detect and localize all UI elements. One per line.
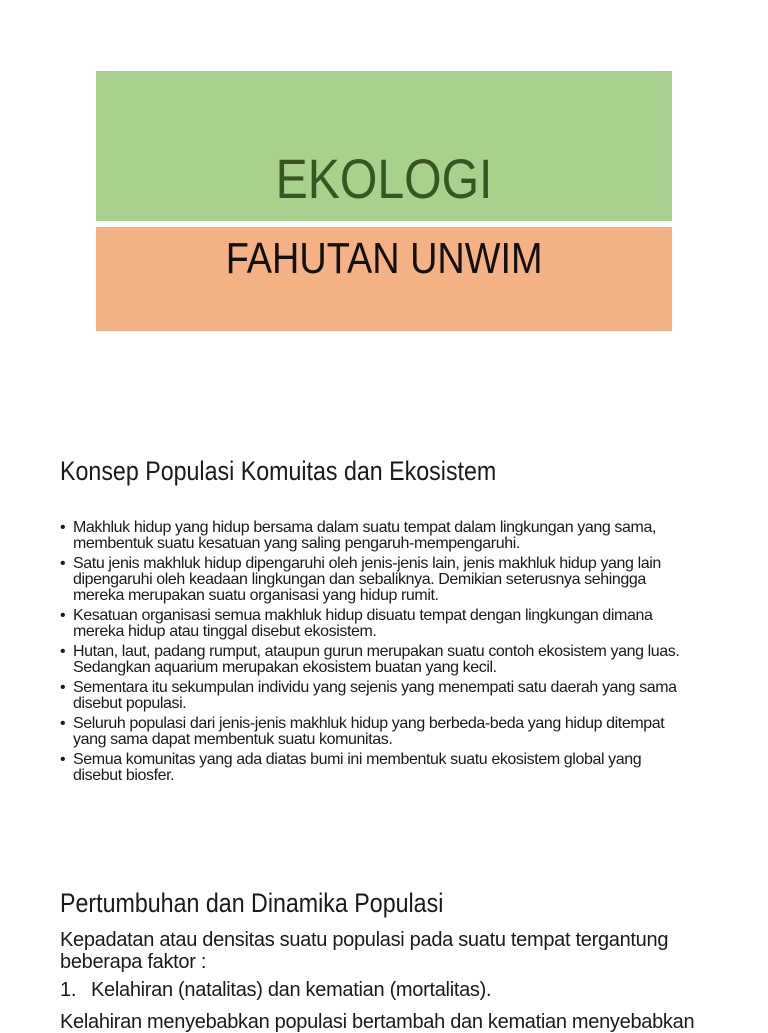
bullet-icon: • bbox=[60, 519, 66, 536]
bullet-text: Hutan, laut, padang rumput, ataupun gurun merupakan suatu contoh ekosistem yang luas. Sedangkan aquarium merupakan ekosistem buatan yang kecil. bbox=[73, 643, 680, 676]
bullet-icon: • bbox=[60, 715, 66, 732]
title-slide bbox=[0, 0, 768, 400]
list-item bbox=[60, 608, 720, 640]
bullet-text: Makhluk hidup yang hidup bersama dalam suatu tempat dalam lingkungan yang sama, membentuk suatu kesatuan yang saling pengaruh-mempengaruhi. bbox=[73, 519, 656, 552]
item-text: Kelahiran (natalitas) dan kematian (mortalitas). bbox=[91, 979, 492, 1001]
bullet-list bbox=[60, 520, 720, 788]
numbered-item bbox=[60, 979, 491, 1001]
section-heading: Pertumbuhan dan Dinamika Populasi bbox=[60, 888, 444, 918]
list-item bbox=[60, 520, 720, 552]
list-item bbox=[60, 716, 720, 748]
bullet-text: Kesatuan organisasi semua makhluk hidup disuatu tempat dengan lingkungan dimana mereka hidup atau tinggal disebut ekosistem. bbox=[73, 607, 653, 640]
subtitle: FAHUTAN UNWIM bbox=[225, 234, 543, 283]
main-title: EKOLOGI bbox=[275, 147, 493, 210]
bullet-text: Satu jenis makhluk hidup dipengaruhi oleh jenis-jenis lain, jenis makhluk hidup yang lain dipengaruhi oleh keadaan lingkungan dan sebaliknya. Demikian seterusnya sehingga mereka merupakan suatu organisasi yang hidup rumit. bbox=[73, 555, 661, 604]
section-heading: Konsep Populasi Komuitas dan Ekosistem bbox=[60, 456, 497, 486]
bullet-icon: • bbox=[60, 555, 66, 572]
bullet-icon: • bbox=[60, 643, 66, 660]
list-item bbox=[60, 680, 720, 712]
item-number: 1. bbox=[60, 979, 77, 1001]
bullet-icon: • bbox=[60, 679, 66, 696]
bullet-text: Sementara itu sekumpulan individu yang sejenis yang menempati satu daerah yang sama disebut populasi. bbox=[73, 679, 677, 712]
paragraph: Kepadatan atau densitas suatu populasi pada suatu tempat tergantung beberapa faktor : bbox=[60, 929, 669, 973]
list-item bbox=[60, 644, 720, 676]
title-banner bbox=[96, 71, 672, 221]
bullet-icon: • bbox=[60, 751, 66, 768]
list-item bbox=[60, 752, 720, 784]
bullet-text: Semua komunitas yang ada diatas bumi ini membentuk suatu ekosistem global yang disebut biosfer. bbox=[73, 751, 642, 784]
bullet-icon: • bbox=[60, 607, 66, 624]
subtitle-banner bbox=[96, 227, 672, 331]
bullet-text: Seluruh populasi dari jenis-jenis makhluk hidup yang berbeda-beda yang hidup ditempat yang sama dapat membentuk suatu komunitas. bbox=[73, 715, 665, 748]
list-item bbox=[60, 556, 720, 604]
trailing-paragraph: Kelahiran menyebabkan populasi bertambah dan kematian menyebabkan bbox=[60, 1011, 695, 1033]
